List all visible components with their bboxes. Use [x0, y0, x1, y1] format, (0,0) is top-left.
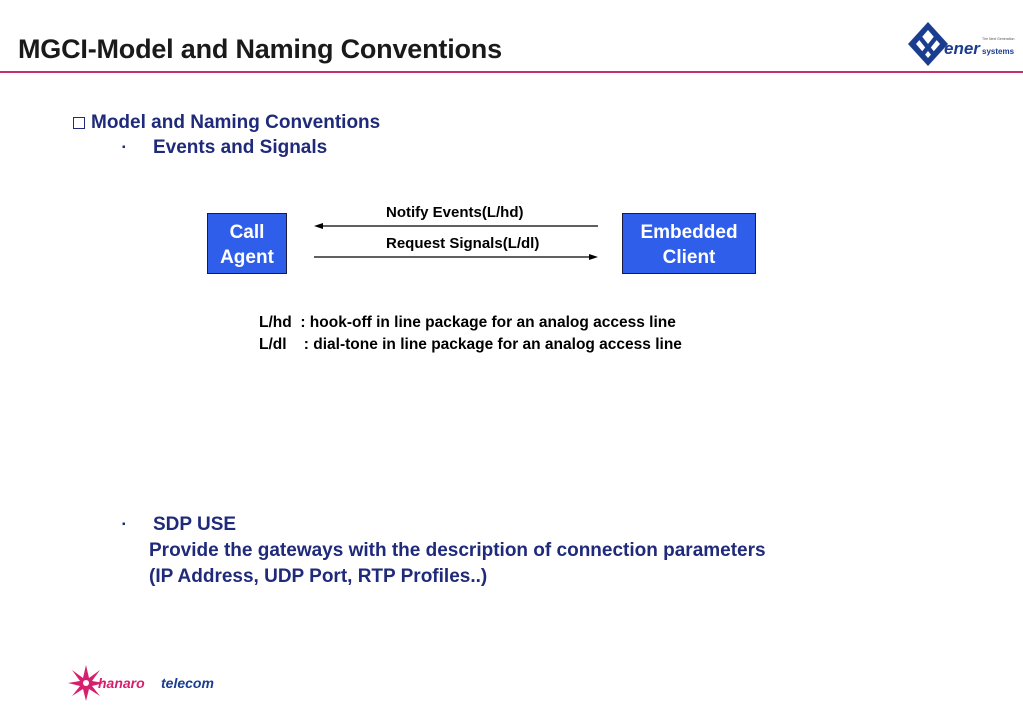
checkbox-bullet-icon — [73, 117, 85, 129]
sdp-use-label: SDP USE — [153, 514, 237, 535]
hanaro-logo-part1: hanaro — [98, 675, 145, 691]
legend-dial-tone: L/dl : dial-tone in line package for an analog access line — [259, 336, 682, 353]
xener-logo — [906, 20, 1016, 68]
square-bullet-icon: ▪ — [122, 142, 126, 153]
page-title: MGCI-Model and Naming Conventions — [18, 34, 502, 64]
events-signals-label: Events and Signals — [153, 137, 328, 158]
request-signals-label: Request Signals(L/dl) — [386, 235, 540, 252]
xener-logo-tagline: The Next Generation — [982, 37, 1015, 41]
sdp-description-line: (IP Address, UDP Port, RTP Profiles..) — [149, 566, 488, 587]
hanaro-telecom-logo — [68, 662, 238, 704]
embedded-client-node: Embedded Client — [622, 213, 756, 274]
notify-events-label: Notify Events(L/hd) — [386, 204, 524, 221]
square-bullet-icon: ▪ — [122, 519, 126, 530]
hanaro-logo-part2: telecom — [161, 675, 214, 691]
notify-arrow — [314, 223, 598, 229]
xener-logo-suffix: systems — [982, 47, 1015, 56]
xener-diamond-icon — [908, 22, 948, 66]
call-agent-node: Call Agent — [207, 213, 287, 274]
section-heading — [73, 112, 380, 134]
section-heading-text: Model and Naming Conventions — [91, 112, 381, 133]
sdp-description-line: Provide the gateways with the description of connection parameters — [149, 540, 766, 561]
legend-hook-off: L/hd : hook-off in line package for an analog access line — [259, 314, 676, 331]
request-arrow — [314, 254, 598, 260]
xener-logo-text: ener — [944, 39, 980, 58]
title-divider — [0, 71, 1023, 73]
